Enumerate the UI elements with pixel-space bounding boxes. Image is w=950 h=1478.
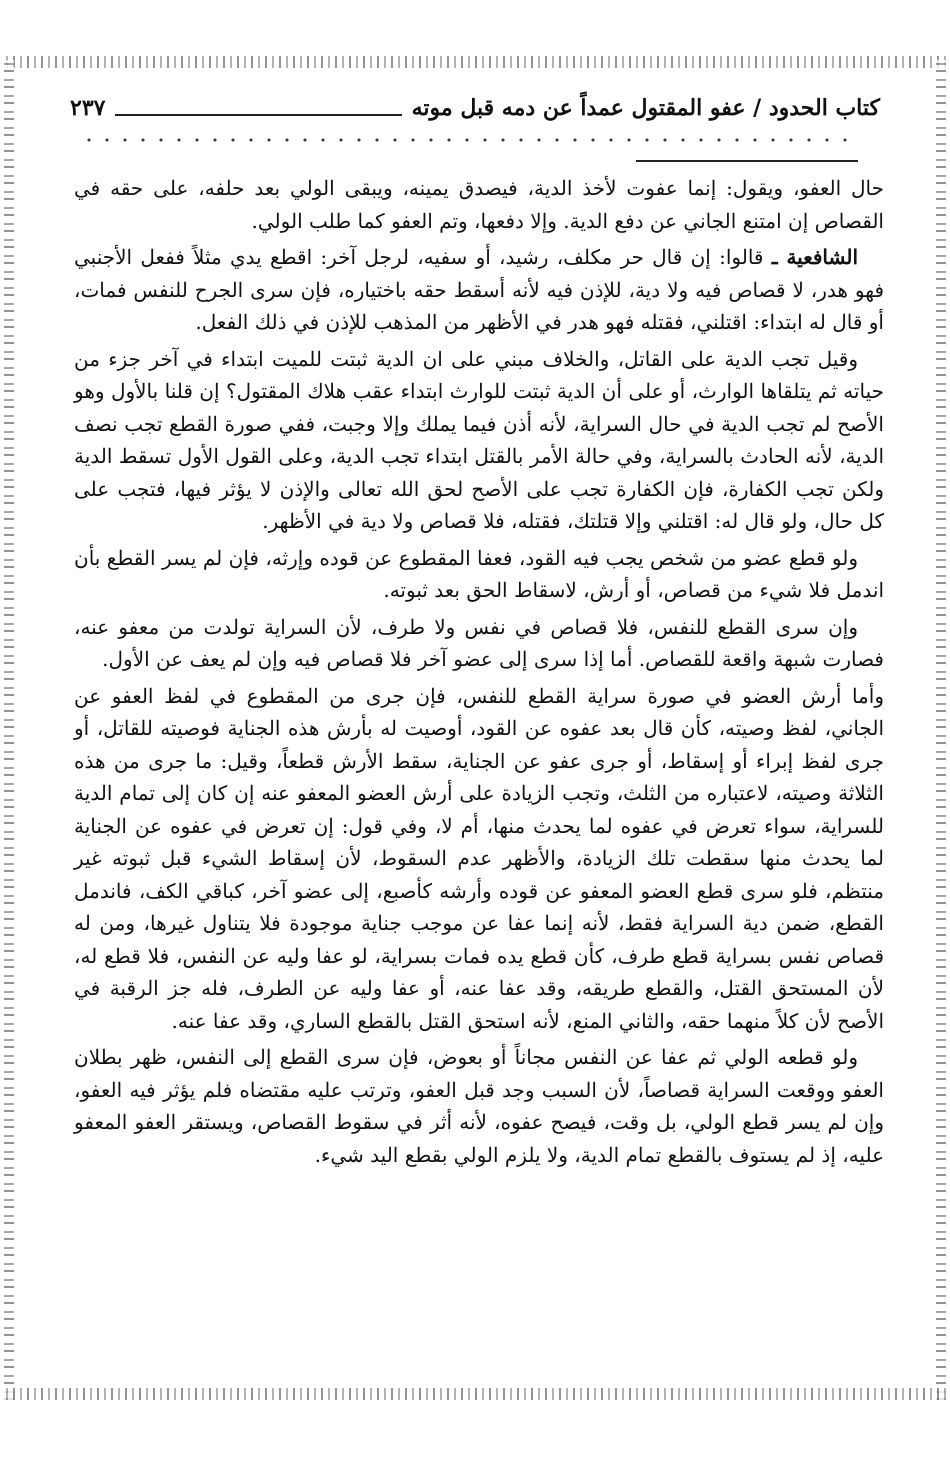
paragraph: ولو قطعه الولي ثم عفا عن النفس مجاناً أو بعوض، فإن سرى القطع إلى النفس، ظهر بطلان العفو ووقعت السراية قصاصاً، لأن السبب وجد قبل العفو، وترتب عليه مقتضاه فلم يؤثر فيه العفو، وإن لم يسر قطع الولي، بل وقت، فيصح عفوه، لأنه أثر في سقوط القصاص، ويستقر العفو المعفو عليه، إذ لم يستوف بالقطع تمام الدية، ولا يلزم الولي بقطع اليد شيء. [74,1045,884,1167]
short-rule [636,160,858,162]
running-header [70,88,880,128]
bottom-ornamental-border [4,1388,946,1400]
page-number: ٢٣٧ [70,95,106,121]
header-rule [115,114,401,116]
right-ornamental-border [936,60,946,1400]
paragraph: وأما أرش العضو في صورة سراية القطع للنفس، فإن جرى من المقطوع في لفظ العفو عن الجاني، لفظ وصيته، كأن قال بعد عفوه عن القود، أوصيت له بأرش هذه الجناية فوصيته للقاتل، أو جرى لفظ إبراء أو إسقاط، أو جرى عفو عن الجناية، سقط الأرش قطعاً، وقيل: ما جرى من هذه الثلاثة وصيته، لاعتباره من الثلث، وتجب الزيادة على أرش العضو المعفو عنه إن كان إلى تمام الدية للسراية، سواء تعرض في عفوه لما يحدث منها، أم لا، وفي قول: إن تعرض في عفوه عن الجناية لما يحدث منها سقطت تلك الزيادة، والأظهر عدم السقوط، لأن إسقاط الشيء قبل ثبوته غير منتظم، فلو سرى قطع العضو المعفو عن قوده وأرشه كأصبع، إلى عضو آخر، كباقي الكف، فاندمل القطع، ضمن دية السراية فقط، لأنه إنما عفا عن موجب جناية موجودة فلا يتناول غيرها، ومن له قصاص نفس بسراية قطع طرف، كأن قطع يده فمات بسراية، لو عفا وليه عن النفس، فلا قطع له، لأن المستحق القتل، والقطع طريقه، وقد عفا عنه، أو عفا وليه عن الطرف، فله جز الرقبة في الأصح لأن كلاً منهما حقه، والثاني المنع، لأنه استحق القتل بالقطع الساري، وقد عفا عنه. [74,683,885,1033]
paragraph: وقيل تجب الدية على القاتل، والخلاف مبني على ان الدية ثبتت للميت ابتداء في آخر جزء من حياته ثم يتلقاها الوارث، أو على أن الدية ثبتت للوارث ابتداء عقب هلاك المقتول؟ إن قلنا بالأول وهو الأصح لم تجب الدية في حال السراية، لأنه أذن فيما يملك وإلا وجبت، ففي صورة القطع تجب نصف الدية، لأنه الحادث بالسراية، وفي حالة الأمر بالقتل ابتداء تجب الدية، وعلى القول الأول تسقط الدية ولكن تجب الكفارة، فإن الكفارة تجب على الأصح لحق الله تعالى والإذن لا يؤثر فيها، فتجب على كل حال، ولو قال له: اقتلني وإلا قتلتك، فقتله، فلا قصاص ولا دية في الأظهر. [74,346,884,533]
left-ornamental-border [4,60,14,1400]
page-body [74,172,884,1175]
school-heading: الشافعية ـ [771,245,859,269]
running-title: كتاب الحدود / عفو المقتول عمداً عن دمه قبل موته [411,95,880,121]
paragraph: وإن سرى القطع للنفس، فلا قصاص في نفس ولا طرف، لأن السراية تولدت من معفو عنه، فصارت شبهة واقعة للقصاص. أما إذا سرى إلى عضو آخر فلا قصاص فيه وإن لم يعف عن الأول. [74,614,884,671]
paragraph: ولو قطع عضو من شخص يجب فيه القود، فعفا المقطوع عن قوده وإرثه، فإن لم يسر القطع بأن اندمل فلا شيء من قصاص، أو أرش، لاسقاط الحق بعد ثبوته. [74,545,884,602]
dotted-divider [80,136,860,144]
paragraph: الشافعية ـ قالوا: إن قال حر مكلف، رشيد، أو سفيه، لرجل آخر: اقطع يدي مثلاً ففعل الأجنبي فهو هدر، لا قصاص فيه ولا دية، للإذن فيه لأنه أسقط حقه باختياره، فإن سرى الجرح للنفس فمات، أو قال له ابتداء: اقتلني، فقتله فهو هدر في الأظهر من المذهب للإذن في ذلك الفعل. [74,245,884,334]
top-ornamental-border [4,56,946,68]
paragraph: حال العفو، ويقول: إنما عفوت لأخذ الدية، فيصدق يمينه، ويبقى الولي بعد حلفه، على حقه في القصاص إن امتنع الجاني عن دفع الدية. وإلا دفعها، وتم العفو كما طلب الولي. [74,176,884,233]
